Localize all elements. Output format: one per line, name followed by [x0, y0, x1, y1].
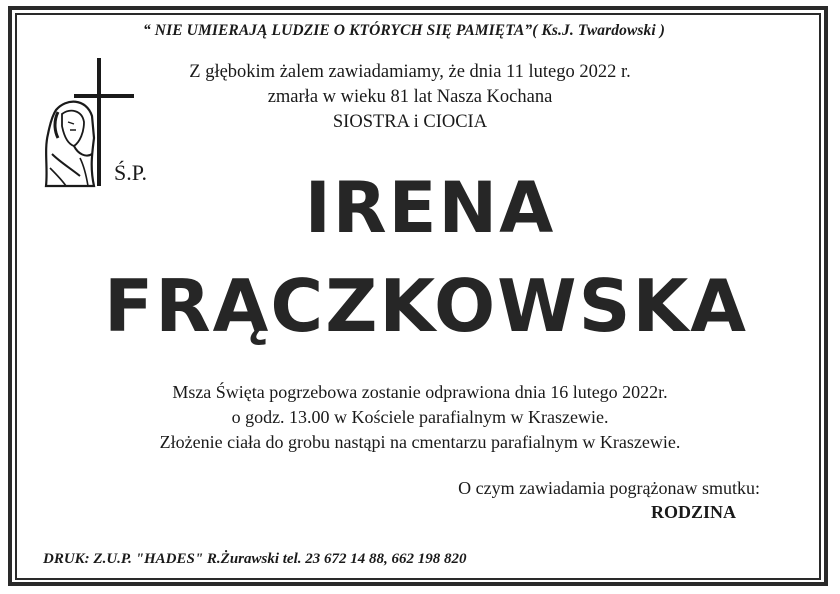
printer-footer: DRUK: Z.U.P. "HADES" R.Żurawski tel. 23 672 14 88, 662 198 820 — [43, 551, 467, 567]
intro-line-relation: SIOSTRA i CIOCIA — [332, 112, 488, 132]
mass-line-date: Msza Święta pogrzebowa zostanie odprawiona dnia 16 lutego 2022r. — [172, 382, 668, 402]
intro-line-age: zmarła w wieku 81 lat Nasza Kochana — [267, 87, 553, 107]
family-signature: RODZINA — [650, 502, 736, 522]
announcement-intro — [150, 60, 670, 135]
intro-line-date: Z głębokim żalem zawiadamiamy, że dnia 11 lutego 2022 r. — [189, 62, 631, 82]
deceased-first-name: IRENA — [304, 167, 556, 249]
closing-line: O czym zawiadamia pogrążonaw smutku: — [458, 478, 760, 498]
funeral-mass-info — [60, 380, 780, 455]
sp-label: Ś.P. — [114, 160, 148, 185]
deceased-last-name: FRĄCZKOWSKA — [104, 264, 748, 348]
memorial-quote: “ NIE UMIERAJĄ LUDZIE O KTÓRYCH SIĘ PAMIĘTA”( Ks.J. Twardowski ) — [142, 22, 666, 39]
mass-line-time-place: o godz. 13.00 w Kościele parafialnym w Kraszewie. — [231, 407, 609, 427]
mass-line-burial: Złożenie ciała do grobu nastąpi na cmentarzu parafialnym w Kraszewie. — [159, 432, 681, 452]
